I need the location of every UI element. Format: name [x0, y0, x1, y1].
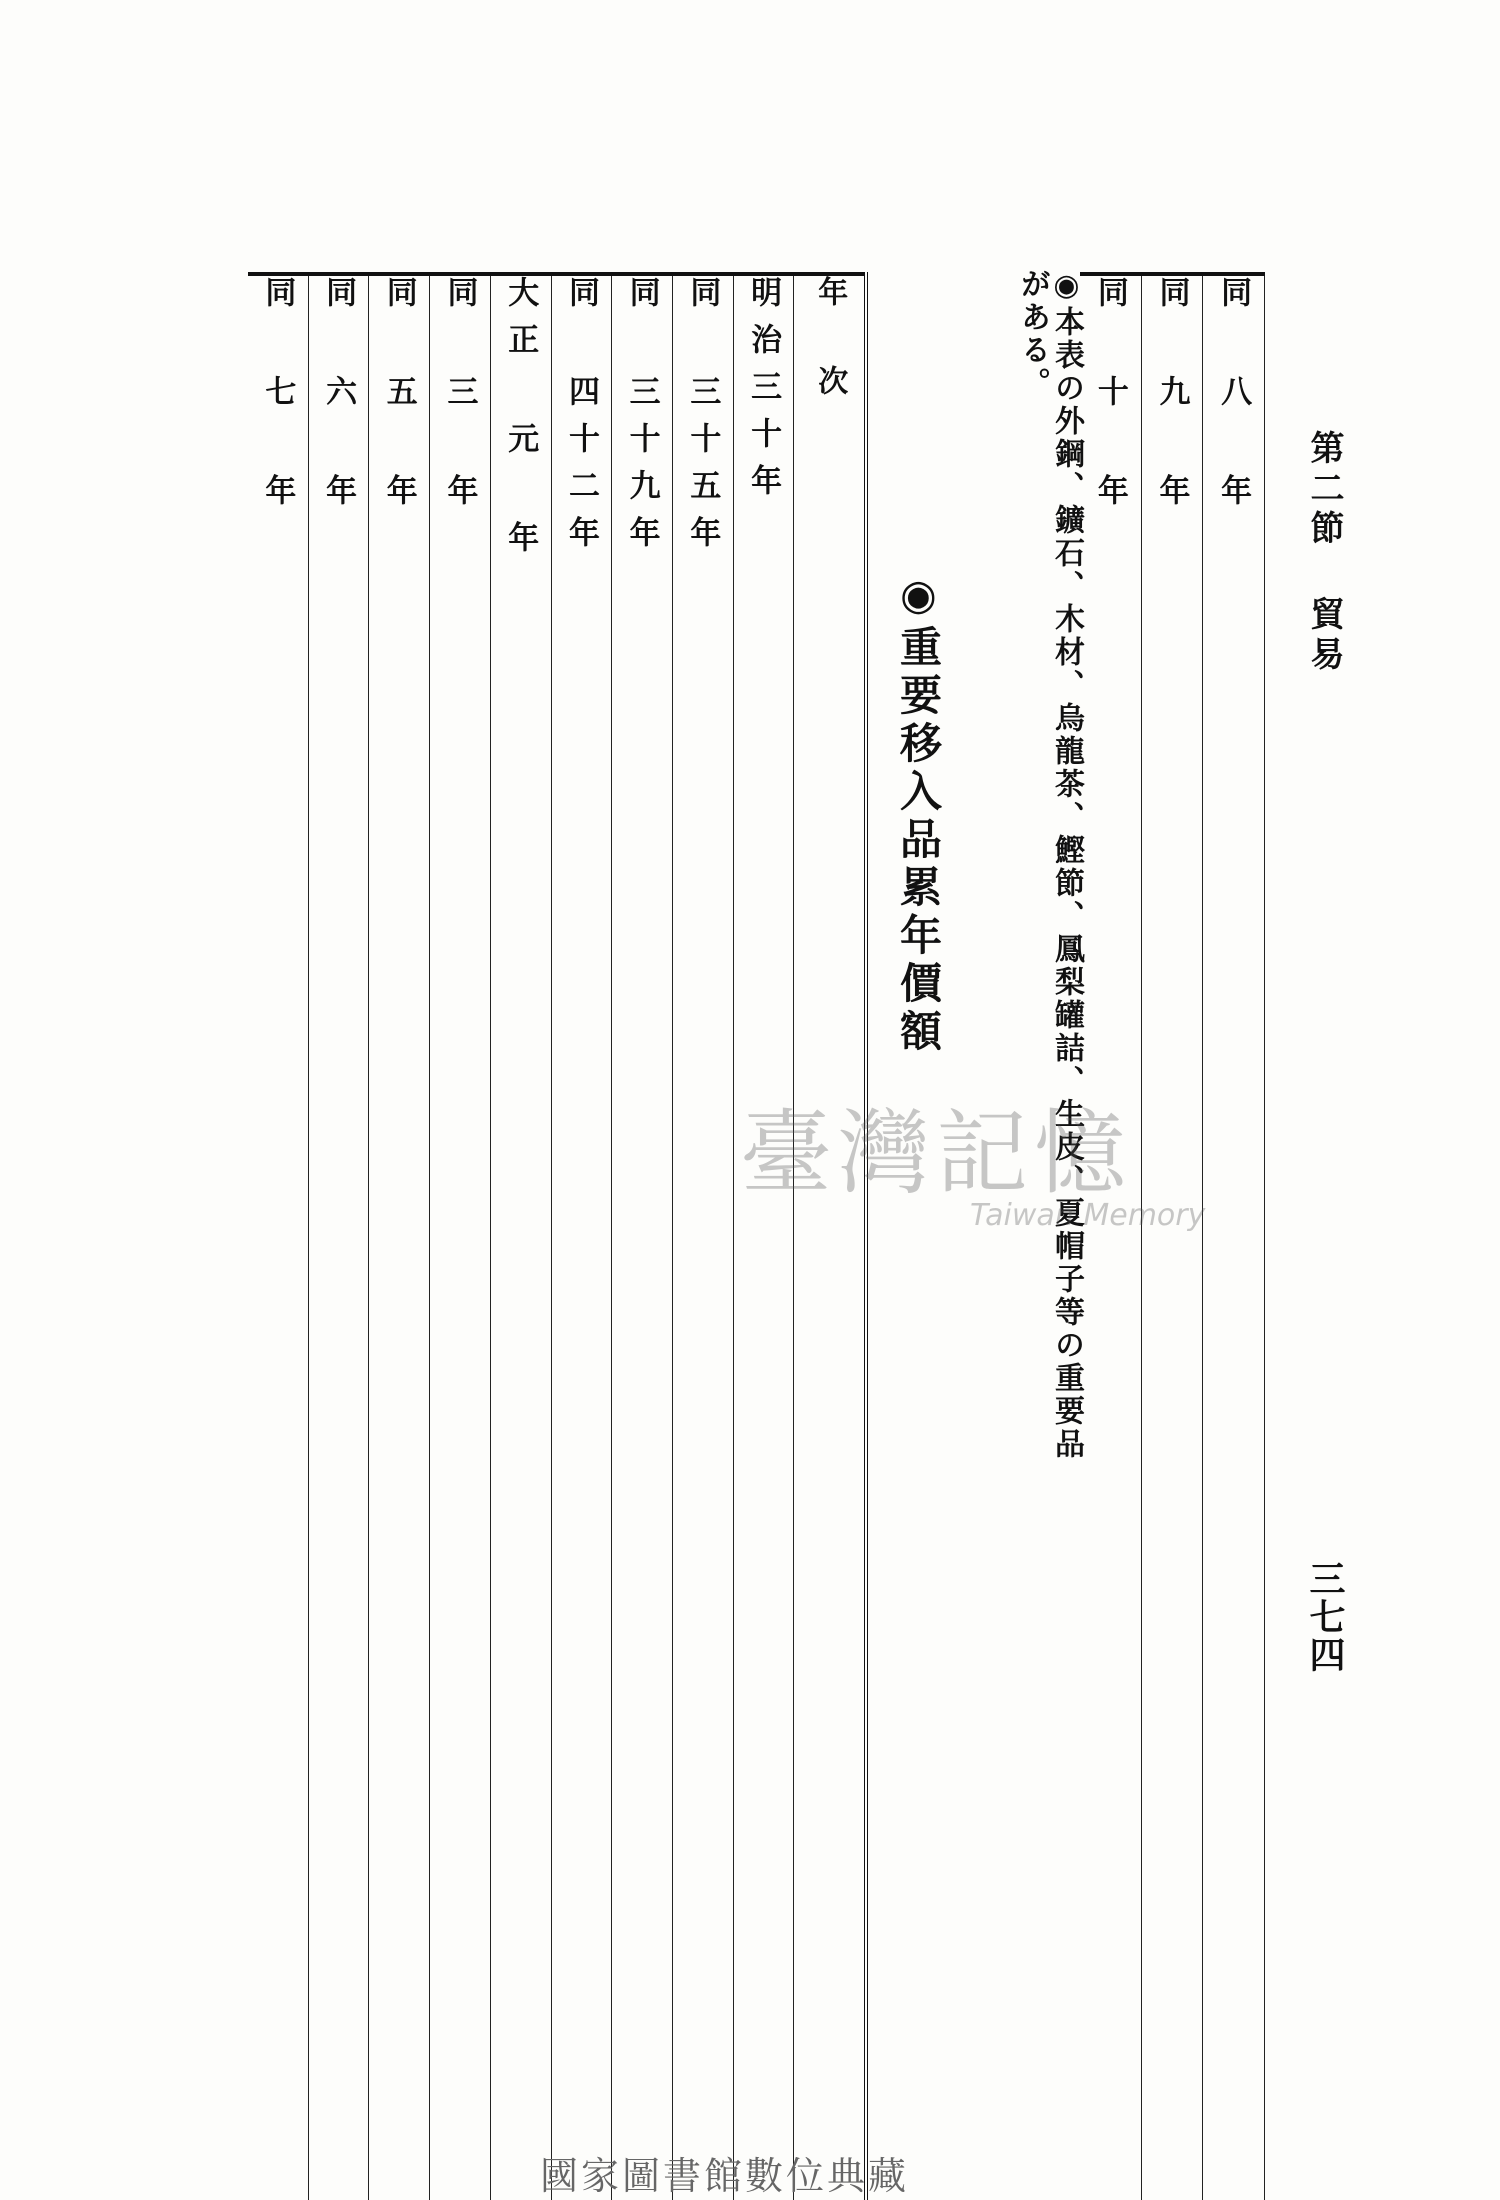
year-label: 同 十 年	[1091, 276, 1128, 521]
year-label: 同 八 年	[1215, 276, 1252, 521]
year-label: 同 六 年	[320, 276, 357, 521]
table-cell	[551, 274, 612, 2200]
year-label: 同 四十二年	[562, 276, 599, 563]
table-cell	[430, 274, 491, 2200]
year-label: 同 三十九年	[623, 276, 660, 563]
table-cell	[673, 274, 734, 2200]
footer-credit: 國家圖書館數位典藏	[540, 2154, 910, 2198]
year-label: 同 七 年	[259, 276, 296, 521]
year-label: 明治三十年	[745, 276, 782, 511]
year-label: 大正 元 年	[502, 276, 539, 568]
table-title: ◉重要移入品累年價額	[894, 570, 943, 1057]
year-label: 同 三十五年	[684, 276, 721, 563]
table-cell	[490, 274, 551, 2200]
column-header-label: 年 次	[812, 276, 848, 407]
watermark-cn: 臺灣記憶	[740, 1100, 1133, 1207]
running-head: 第二節 貿易	[1304, 430, 1344, 676]
table-cell	[248, 274, 308, 2200]
year-label: 同 九 年	[1153, 276, 1190, 521]
table-cell	[612, 274, 673, 2200]
table-cell	[369, 274, 430, 2200]
year-label: 同 五 年	[380, 276, 417, 521]
page-number: 三七四	[1304, 1560, 1346, 1674]
table-cell	[308, 274, 369, 2200]
year-label: 同 三 年	[441, 276, 478, 521]
table-note: ◉本表の外鋼、鑛石、木材、烏龍茶、鰹節、鳳梨罐詰、生皮、夏帽子等の重要品がある。	[1015, 268, 1084, 1461]
watermark-en: Taiwan Memory	[970, 1198, 1206, 1233]
watermark-logo	[740, 1080, 1220, 1240]
